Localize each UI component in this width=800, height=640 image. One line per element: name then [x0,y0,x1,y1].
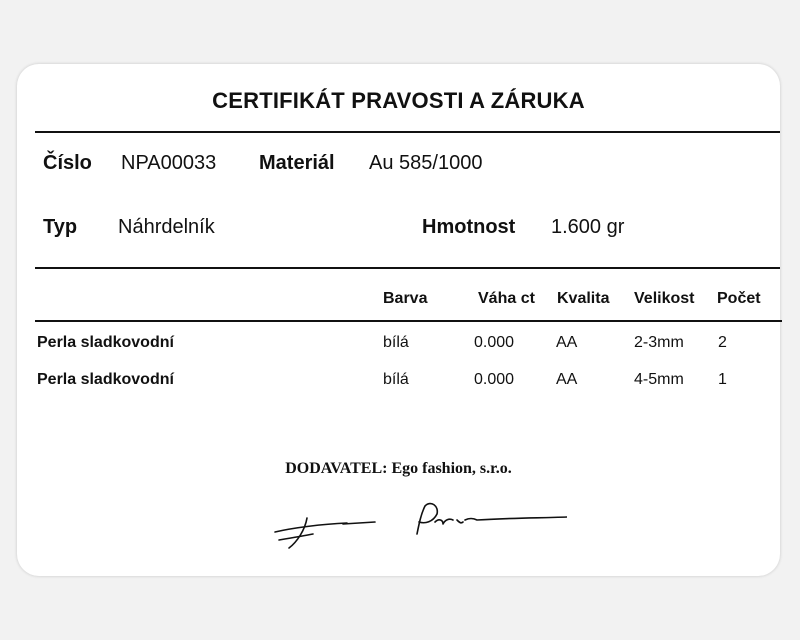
material-value: Au 585/1000 [369,152,483,174]
row-kvalita: AA [556,371,578,388]
supplier-line: DODAVATEL: Ego fashion, s.r.o. [285,460,512,477]
row-vaha: 0.000 [474,334,515,351]
row-barva: bílá [383,334,409,351]
hmotnost-value: 1.600 gr [551,216,625,238]
table-row [17,334,780,358]
col-header-vaha: Váha ct [478,290,535,307]
signature-image [267,496,567,556]
row-pocet: 1 [718,371,727,388]
row-pocet: 2 [718,334,727,351]
col-header-kvalita: Kvalita [557,290,610,307]
certificate-title: CERTIFIKÁT PRAVOSTI A ZÁRUKA [212,88,585,113]
col-header-barva: Barva [383,290,428,307]
certificate-card [17,64,780,576]
row-velikost: 4-5mm [634,371,684,388]
fields-divider [35,267,780,269]
title-divider [35,131,780,133]
cislo-label: Číslo [43,152,92,174]
typ-value: Náhrdelník [118,216,215,238]
typ-label: Typ [43,216,78,238]
row-vaha: 0.000 [474,371,515,388]
material-label: Materiál [259,152,335,174]
row-name: Perla sladkovodní [37,334,174,351]
hmotnost-label: Hmotnost [422,216,516,238]
col-header-velikost: Velikost [634,290,695,307]
table-row [17,371,780,395]
cislo-value: NPA00033 [121,152,217,174]
row-barva: bílá [383,371,409,388]
row-name: Perla sladkovodní [37,371,174,388]
row-kvalita: AA [556,334,578,351]
table-header-divider [35,320,782,322]
row-velikost: 2-3mm [634,334,684,351]
col-header-pocet: Počet [717,290,761,307]
